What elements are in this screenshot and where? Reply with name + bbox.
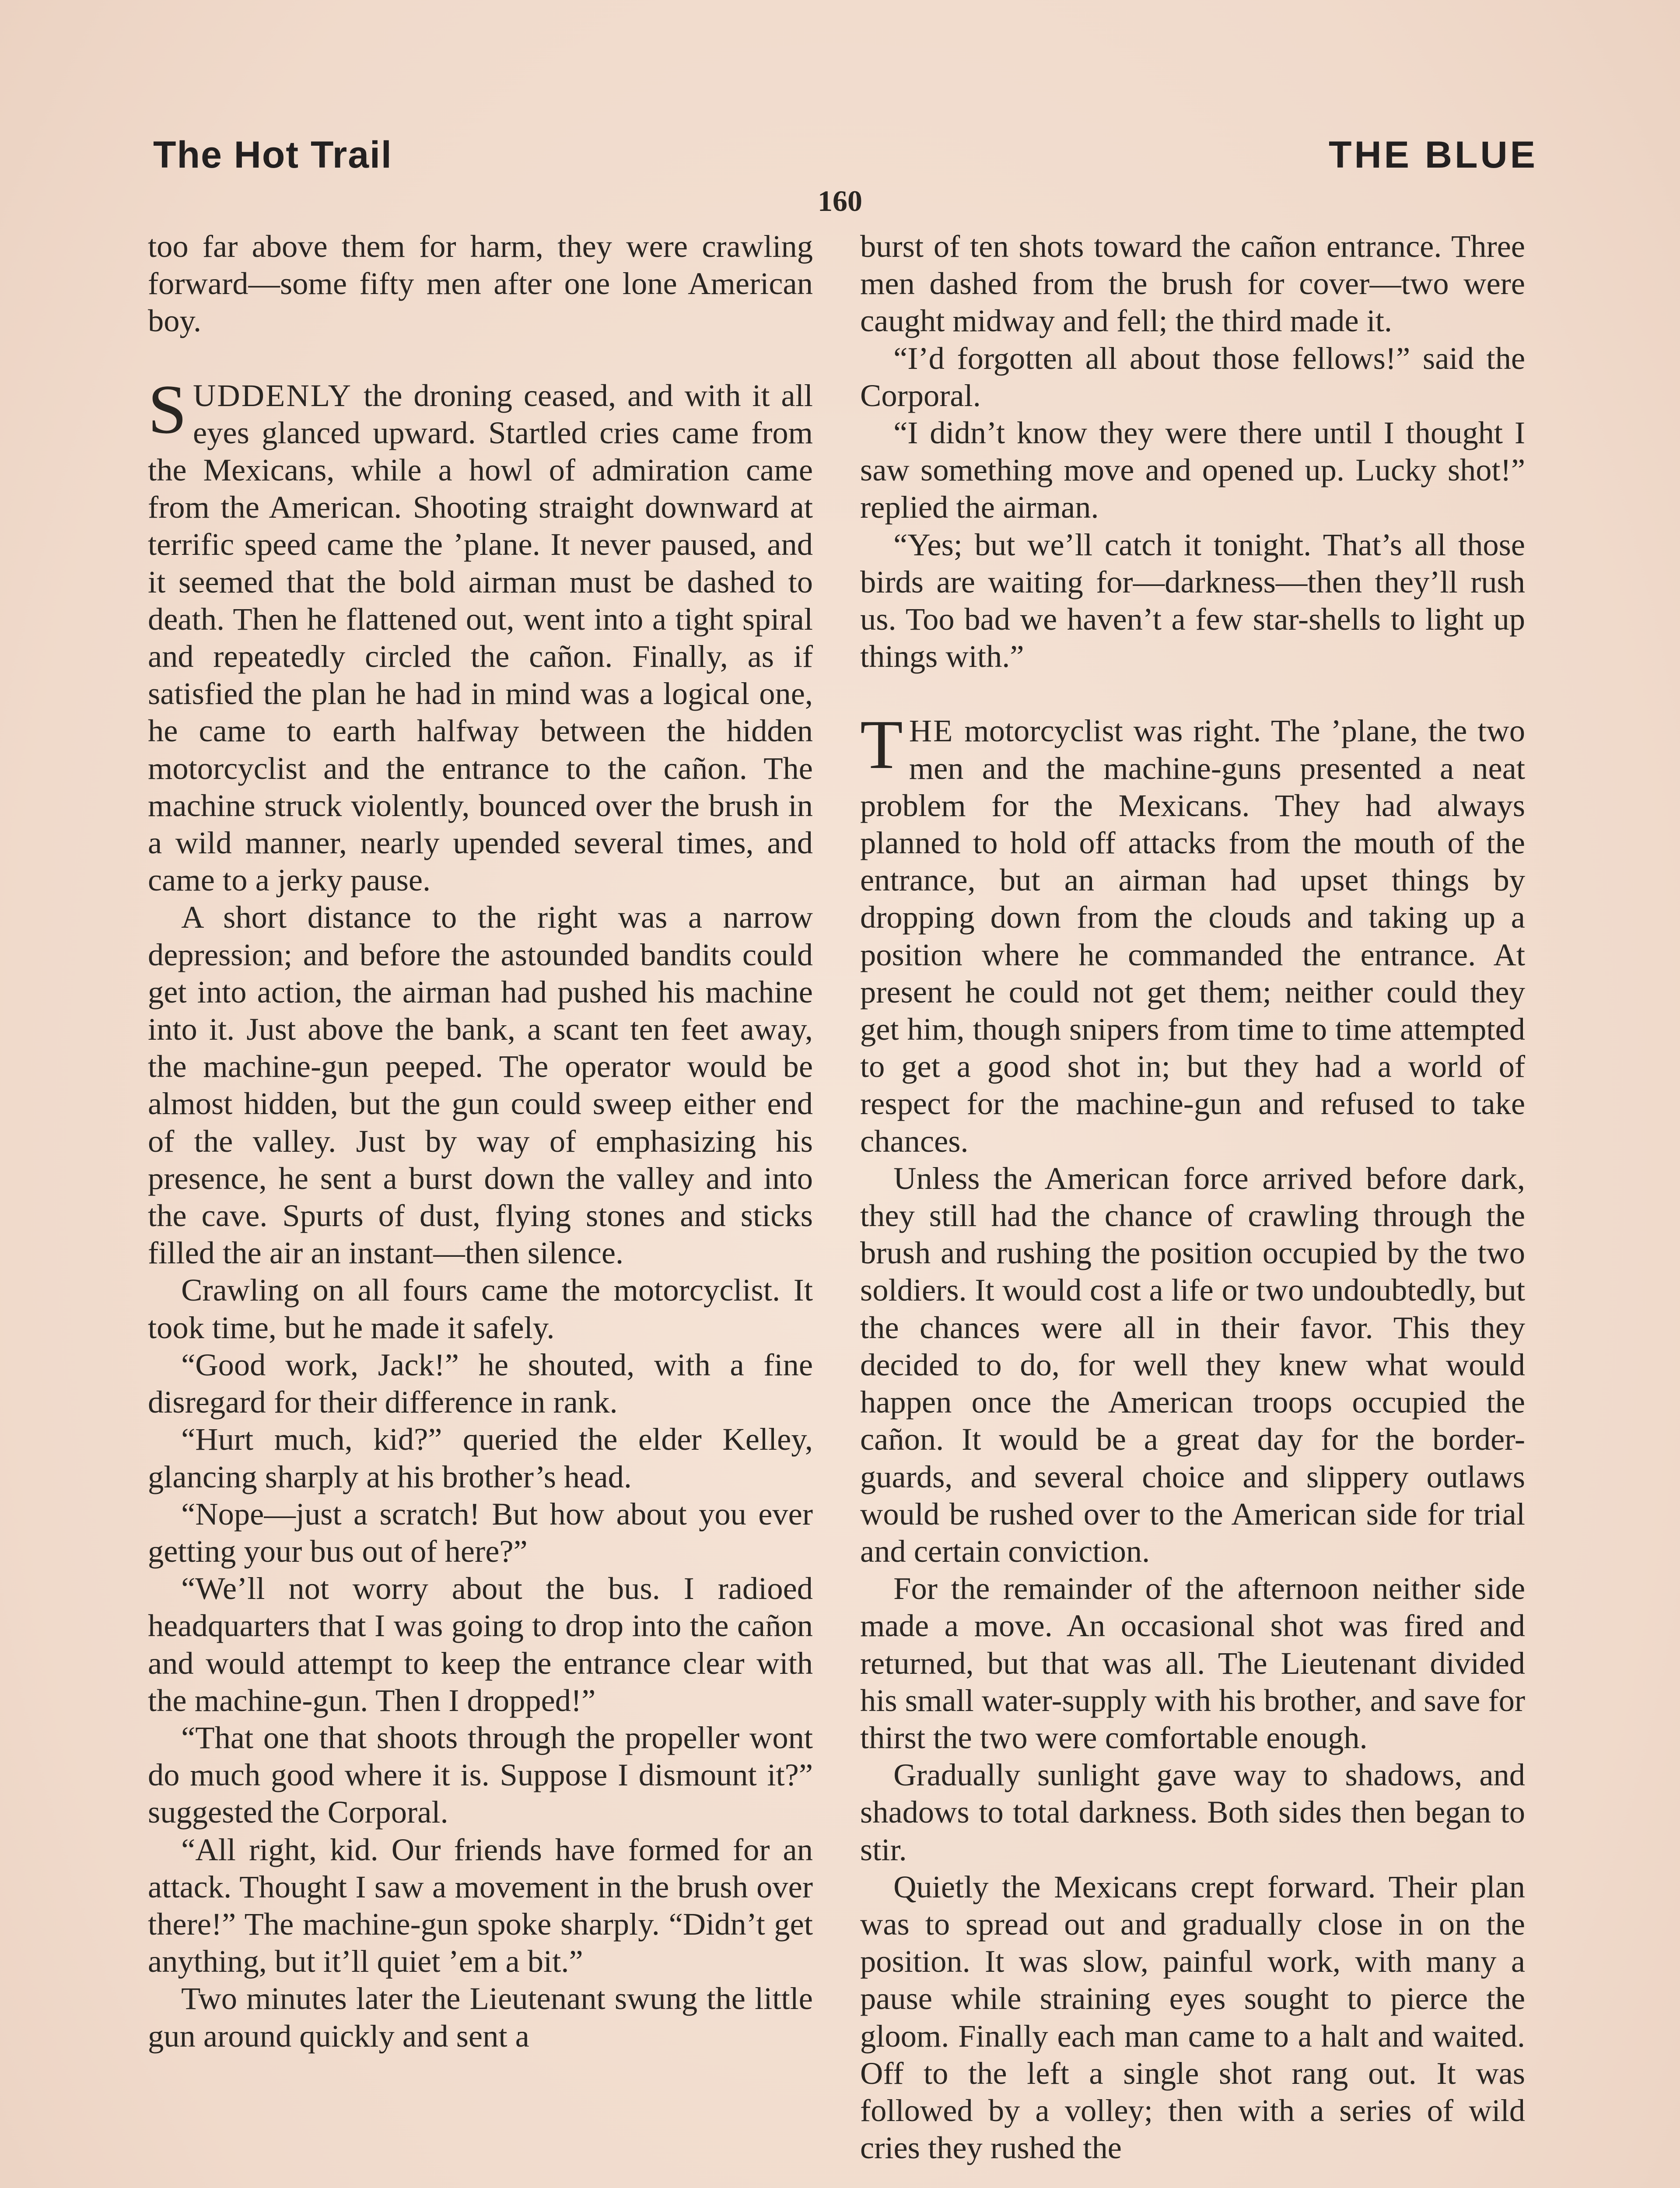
paragraph: “We’ll not worry about the bus. I radioed headquarters that I was going to drop into the cañon and would attempt to keep the entrance clear with the machine-gun. Then I dropped!” — [148, 1571, 813, 1718]
paragraph: “Nope—just a scratch! But how about you ever getting your bus out of here?” — [148, 1496, 813, 1569]
paragraph: too far above them for harm, they were crawling forward—some fifty men after one lone American boy. — [148, 228, 813, 339]
section-break — [148, 340, 813, 377]
paragraph: “I’d forgotten all about those fellows!” said the Corporal. — [860, 340, 1525, 413]
paragraph: Quietly the Mexicans crept forward. Their plan was to spread out and gradually close in on the position. It was slow, painful work, with many a pause while straining eyes sought to pierce the gloom. Finally each man came to a halt and waited. Off to the left a single shot rang out. It was followed by a volley; then with a series of wild cries they rushed the — [860, 1869, 1525, 2166]
paragraph: Unless the American force arrived before dark, they still had the chance of crawling through the brush and rushing the position occupied by the two soldiers. It would cost a life or two undoubtedly, but the chances were all in their favor. This they decided to do, for well they knew what would happen once the American troops occupied the cañon. It would be a great day for the border-guards, and several choice and slippery outlaws would be rushed over to the American side for trial and certain conviction. — [860, 1160, 1525, 1569]
paragraph-with-dropcap — [148, 370, 813, 899]
paragraph: Crawling on all fours came the motorcyclist. It took time, but he made it safely. — [148, 1272, 813, 1345]
drop-cap: T — [860, 705, 903, 784]
paragraph-text: motorcyclist was right. The ’plane, the two men and the machine-guns presented a neat problem for the Mexicans. They had always planned to hold off attacks from the mouth of the entrance, but an airman had upset things by dropping down from the clouds and taking up a position where he commanded the entrance. At present he could not get them; neither could they get him, though snipers from time to time attempted to get a good shot in; but they had a world of respect for the machine-gun and refused to take chances. — [860, 713, 1525, 1159]
paragraph: Gradually sunlight gave way to shadows, and shadows to total darkness. Both sides then began to stir. — [860, 1757, 1525, 1867]
paragraph: “Yes; but we’ll catch it tonight. That’s all those birds are waiting for—darkness—then they’ll rush us. Too bad we haven’t a few star-shells to light up things with.” — [860, 526, 1525, 674]
small-caps-lead: UDDENLY — [192, 377, 353, 413]
page-number: 160 — [818, 184, 862, 217]
paragraph: Two minutes later the Lieutenant swung the little gun around quickly and sent a — [148, 1981, 813, 2054]
paragraph: A short distance to the right was a narrow depression; and before the astounded bandits could get into action, the airman had pushed his machine into it. Just above the bank, a scant ten feet away, the machine-gun peeped. The operator would be almost hidden, but the gun could sweep either end of the valley. Just by way of emphasizing his presence, he sent a burst down the valley and into the cave. Spurts of dust, flying stones and sticks filled the air an instant—then silence. — [148, 899, 813, 1271]
paragraph-with-dropcap — [860, 705, 1525, 1159]
paragraph: “I didn’t know they were there until I thought I saw something move and opened up. Lucky shot!” replied the airman. — [860, 415, 1525, 525]
paragraph: “All right, kid. Our friends have formed for an attack. Thought I saw a movement in the brush over there!” The machine-gun spoke sharply. “Didn’t get anything, but it’ll quiet ’em a bit.” — [148, 1831, 813, 1979]
left-column — [148, 228, 813, 2055]
paragraph: “That one that shoots through the propeller wont do much good where it is. Suppose I dismount it?” suggested the Corporal. — [148, 1719, 813, 1830]
right-column — [860, 228, 1525, 2166]
running-head-story-title: The Hot Trail — [153, 134, 392, 176]
paragraph-text: the droning ceased, and with it all eyes glanced upward. Startled cries came from the Mexicans, while a howl of admiration came from the American. Shooting straight downward at terrific speed came the ’plane. It never paused, and it seemed that the bold airman must be dashed to death. Then he flattened out, went into a tight spiral and repeatedly circled the cañon. Finally, as if satisfied the plan he had in mind was a logical one, he came to earth halfway between the hidden motorcyclist and the entrance to the cañon. The machine struck violently, bounced over the brush in a wild manner, nearly upended several times, and came to a jerky pause. — [148, 377, 813, 898]
section-break — [860, 675, 1525, 712]
running-head-magazine-title: THE BLUE — [1329, 134, 1538, 176]
paragraph: “Good work, Jack!” he shouted, with a fine disregard for their difference in rank. — [148, 1346, 813, 1420]
paragraph: For the remainder of the afternoon neither side made a move. An occasional shot was fired and returned, but that was all. The Lieutenant divided his small water-supply with his brother, and save for thirst the two were comfortable enough. — [860, 1571, 1525, 1755]
paragraph: burst of ten shots toward the cañon entrance. Three men dashed from the brush for cover—two were caught midway and fell; the third made it. — [860, 228, 1525, 339]
drop-cap: S — [148, 370, 187, 448]
paragraph: “Hurt much, kid?” queried the elder Kelley, glancing sharply at his brother’s head. — [148, 1421, 813, 1494]
small-caps-lead: HE — [909, 713, 954, 749]
